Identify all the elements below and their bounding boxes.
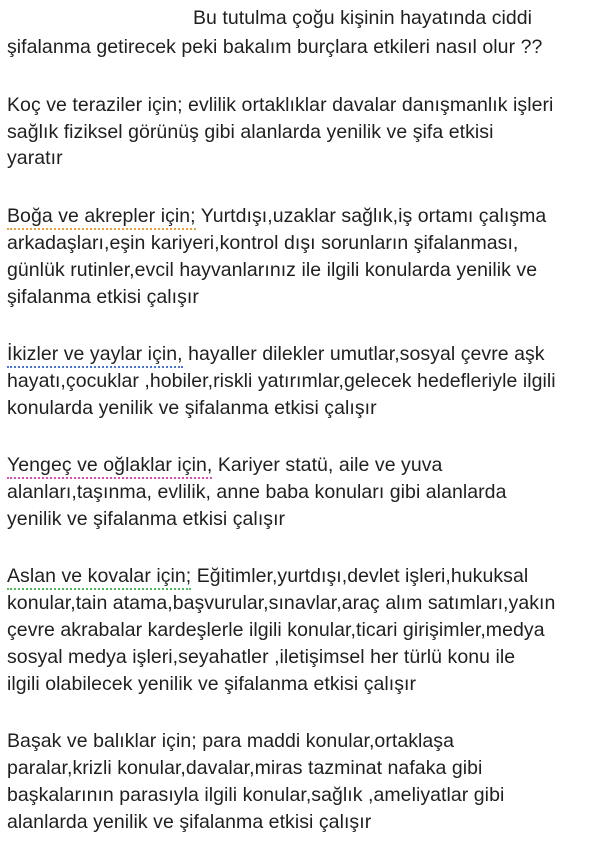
- intro-line-2: şifalanma getirecek peki bakalım burçlara etkileri nasıl olur ??: [7, 36, 543, 58]
- section-virgo-pisces-line-4: alanlarda yenilik ve şifalanma etkisi çalışır: [7, 811, 372, 833]
- section-leo-aquarius-line-4: sosyal medya işleri,seyahatler ,iletişimsel her türlü konu ile: [7, 646, 516, 668]
- section-gemini-sagittarius-line-2: hayatı,çocuklar ,hobiler,riskli yatırımlar,gelecek hedefleriyle ilgili: [7, 370, 556, 392]
- section-taurus-scorpio-line-1: Boğa ve akrepler için; Yurtdışı,uzaklar sağlık,iş ortamı çalışma: [7, 204, 546, 228]
- section-taurus-scorpio-line-2: arkadaşları,eşin kariyeri,kontrol dışı sorunların şifalanması,: [7, 232, 519, 254]
- section-taurus-scorpio-line-4: şifalanma etkisi çalışır: [7, 286, 199, 308]
- section-heading: Yengeç ve oğlaklar için,: [7, 454, 212, 479]
- section-leo-aquarius-line-5: ilgili olabilecek yenilik ve şifalanma etkisi çalışır: [7, 673, 417, 695]
- section-aries-libra-line-2: sağlık fiziksel görünüş gibi alanlarda yenilik ve şifa etkisi: [7, 121, 494, 143]
- section-gemini-sagittarius-line-3: konularda yenilik ve şifalanma etkisi çalışır: [7, 397, 377, 419]
- section-heading: Boğa ve akrepler için;: [7, 205, 196, 230]
- section-aries-libra-line-3: yaratır: [7, 147, 63, 169]
- section-leo-aquarius-line-1: Aslan ve kovalar için; Eğitimler,yurtdışı,devlet işleri,hukuksal: [7, 564, 528, 588]
- section-virgo-pisces-line-3: başkalarının parasıyla ilgili konular,sağlık ,ameliyatlar gibi: [7, 784, 505, 806]
- section-heading: Koç ve teraziler için;: [7, 94, 183, 116]
- section-cancer-capricorn-line-3: yenilik ve şifalanma etkisi çalışır: [7, 508, 286, 530]
- section-gemini-sagittarius-line-1: İkizler ve yaylar için, hayaller dilekler umutlar,sosyal çevre aşk: [7, 342, 545, 366]
- section-heading: Aslan ve kovalar için;: [7, 565, 191, 590]
- section-leo-aquarius-line-3: çevre akrabalar kardeşlerle ilgili konular,ticari girişimler,medya: [7, 619, 545, 641]
- section-taurus-scorpio-line-3: günlük rutinler,evcil hayvanlarınız ile ilgili konularda yenilik ve: [7, 259, 538, 281]
- section-virgo-pisces-line-1: Başak ve balıklar için; para maddi konular,ortaklaşa: [7, 730, 454, 752]
- section-heading: Başak ve balıklar için;: [7, 730, 197, 752]
- section-heading: İkizler ve yaylar için,: [7, 343, 183, 368]
- intro-line-1: Bu tutulma çoğu kişinin hayatında ciddi: [193, 7, 533, 29]
- section-leo-aquarius-line-2: konular,tain atama,başvurular,sınavlar,araç alım satımları,yakın: [7, 592, 556, 614]
- section-aries-libra-line-1: Koç ve teraziler için; evlilik ortaklıklar davalar danışmanlık işleri: [7, 94, 554, 116]
- section-cancer-capricorn-line-1: Yengeç ve oğlaklar için, Kariyer statü, aile ve yuva: [7, 453, 442, 477]
- section-virgo-pisces-line-2: paralar,krizli konular,davalar,miras tazminat nafaka gibi: [7, 757, 483, 779]
- section-cancer-capricorn-line-2: alanları,taşınma, evlilik, anne baba konuları gibi alanlarda: [7, 481, 507, 503]
